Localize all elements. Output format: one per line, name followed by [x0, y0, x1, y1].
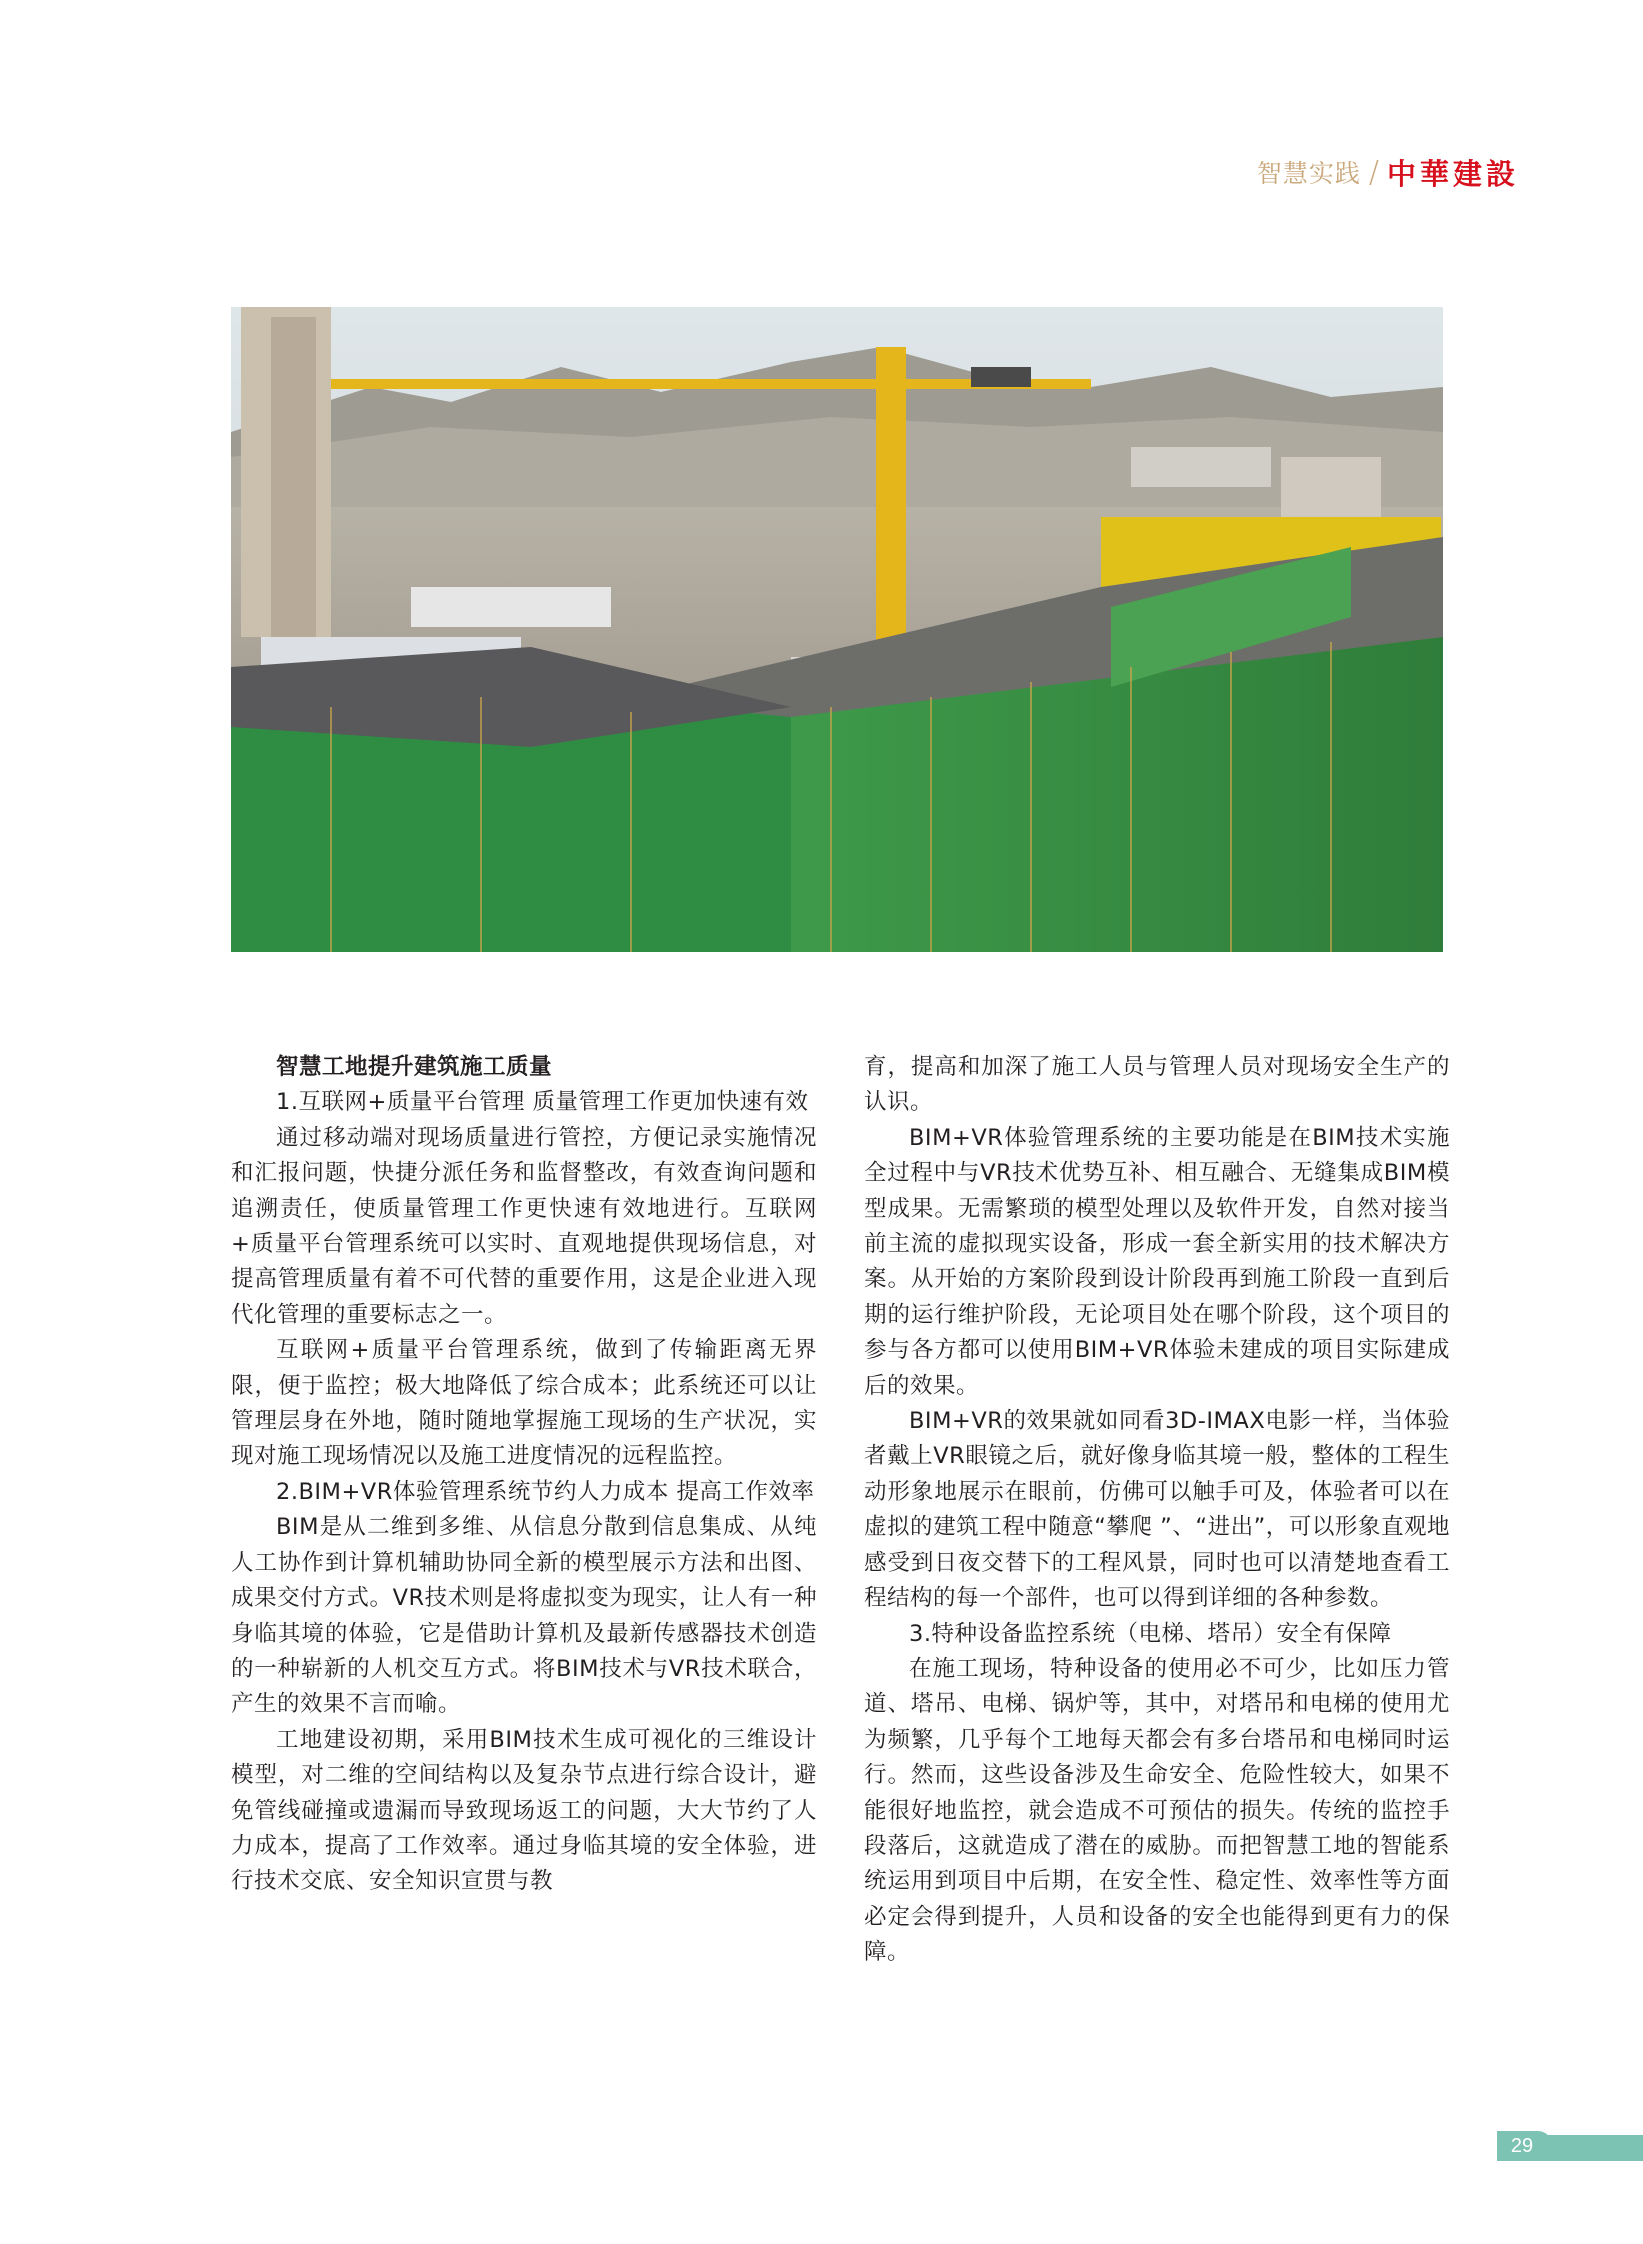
subheading-3: 3.特种设备监控系统（电梯、塔吊）安全有保障 [909, 1620, 1392, 1647]
paragraph: BIM是从二维到多维、从信息分散到信息集成、从纯人工协作到计算机辅助协同全新的模型展示方法和出图、成果交付方式。VR技术则是将虚拟变为现实，让人有一种身临其境的体验，它是借助计算机及最新传感器技术创造的一种崭新的人机交互方式。将BIM技术与VR技术联合，产生的效果不言而喻。 [231, 1514, 817, 1718]
header-separator: / [1368, 154, 1379, 190]
article-left-column [231, 1050, 817, 1900]
subheading-1: 1.互联网+质量平台管理 质量管理工作更加快速有效 [276, 1089, 809, 1116]
article-right-column [864, 1050, 1450, 1971]
page-number: 29 [1510, 2135, 1534, 2157]
construction-site-photo [231, 307, 1443, 952]
page-header [1257, 150, 1519, 194]
paragraph: BIM+VR的效果就如同看3D-IMAX电影一样，当体验者戴上VR眼镜之后，就好像身临其境一般，整体的工程生动形象地展示在眼前，仿佛可以触手可及，体验者可以在虚拟的建筑工程中随意“攀爬 ”、“进出”，可以形象直观地感受到日夜交替下的工程风景，同时也可以清楚地查看工程结构的每一个部件，也可以得到详细的各种参数。 [864, 1408, 1450, 1612]
magazine-logo: 中華建設 [1386, 156, 1519, 191]
subheading-2: 2.BIM+VR体验管理系统节约人力成本 提高工作效率 [276, 1478, 815, 1505]
paragraph: 工地建设初期，采用BIM技术生成可视化的三维设计模型，对二维的空间结构以及复杂节点进行综合设计，避免管线碰撞或遗漏而导致现场返工的问题，大大节约了人力成本，提高了工作效率。通过身临其境的安全体验，进行技术交底、安全知识宣贯与教 [231, 1726, 817, 1895]
paragraph: BIM+VR体验管理系统的主要功能是在BIM技术实施全过程中与VR技术优势互补、相互融合、无缝集成BIM模型成果。无需繁琐的模型处理以及软件开发，自然对接当前主流的虚拟现实设备，形成一套全新实用的技术解决方案。从开始的方案阶段到设计阶段再到施工阶段一直到后期的运行维护阶段，无论项目处在哪个阶段，这个项目的参与各方都可以使用BIM+VR体验未建成的项目实际建成后的效果。 [864, 1124, 1450, 1399]
paragraph: 互联网+质量平台管理系统，做到了传输距离无界限，便于监控；极大地降低了综合成本；此系统还可以让管理层身在外地，随时随地掌握施工现场的生产状况，实现对施工现场情况以及施工进度情况的远程监控。 [231, 1337, 817, 1470]
paragraph: 通过移动端对现场质量进行管控，方便记录实施情况和汇报问题，快捷分派任务和监督整改，有效查询问题和追溯责任，使质量管理工作更快速有效地进行。互联网+质量平台管理系统可以实时、直观地提供现场信息，对提高管理质量有着不可代替的重要作用，这是企业进入现代化管理的重要标志之一。 [231, 1124, 817, 1328]
paragraph: 在施工现场，特种设备的使用必不可少，比如压力管道、塔吊、电梯、锅炉等，其中，对塔吊和电梯的使用尤为频繁，几乎每个工地每天都会有多台塔吊和电梯同时运行。然而，这些设备涉及生命安全、危险性较大，如果不能很好地监控，就会造成不可预估的损失。传统的监控手段落后，这就造成了潜在的威胁。而把智慧工地的智能系统运用到项目中后期，在安全性、稳定性、效率性等方面必定会得到提升，人员和设备的安全也能得到更有力的保障。 [864, 1655, 1450, 1966]
section-title: 智慧实践 [1256, 159, 1361, 188]
article-heading: 智慧工地提升建筑施工质量 [276, 1054, 553, 1080]
paragraph-continued: 育，提高和加深了施工人员与管理人员对现场安全生产的认识。 [864, 1054, 1450, 1116]
